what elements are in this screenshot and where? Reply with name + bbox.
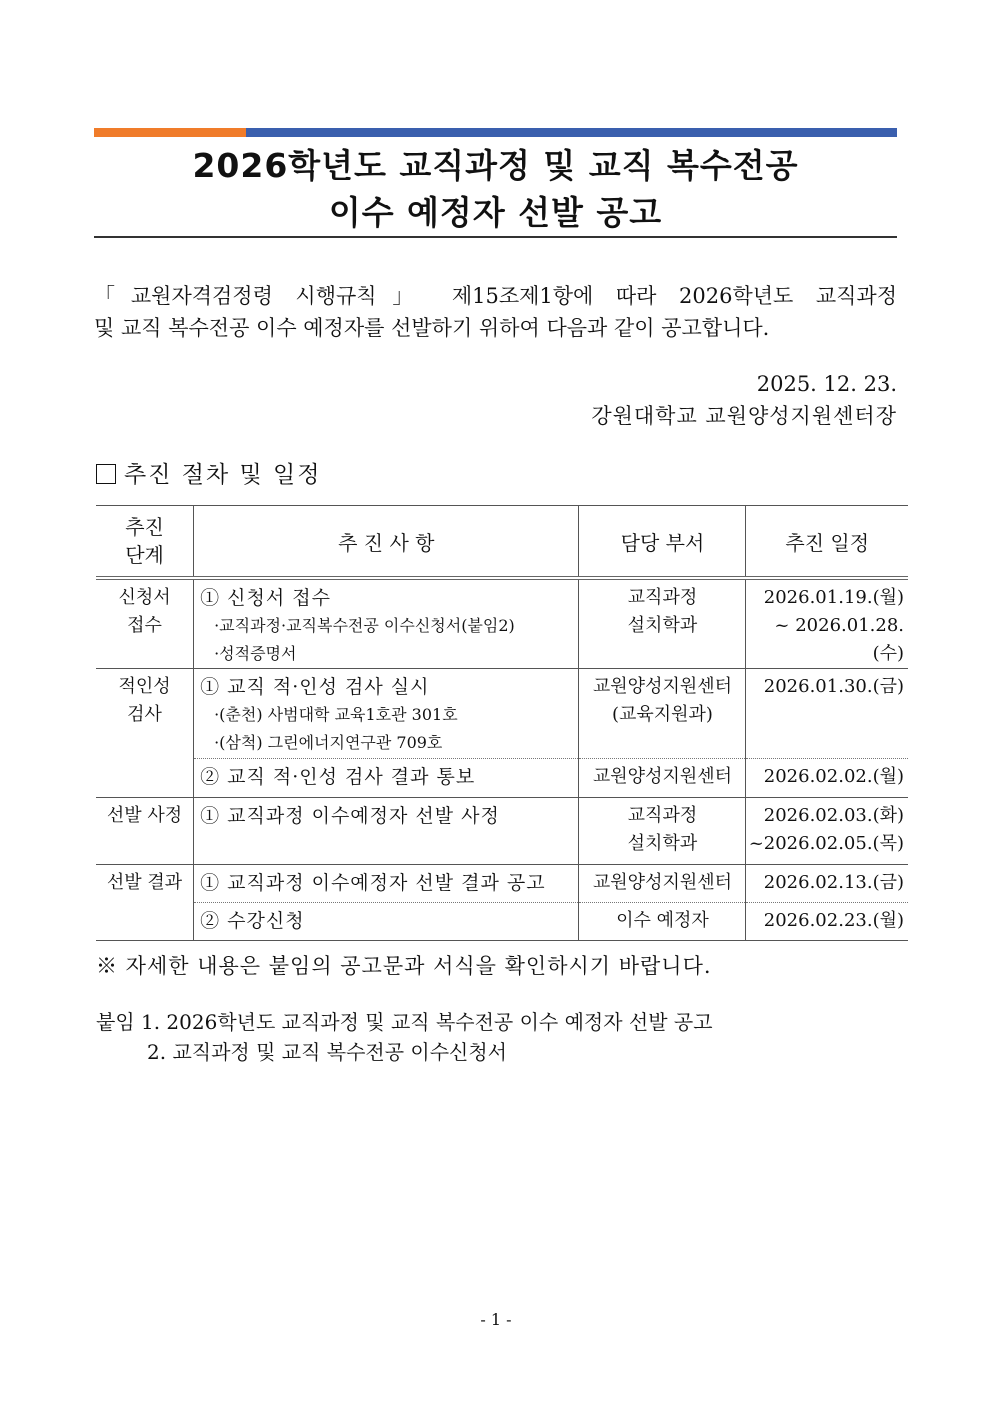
item-cell: ① 교직과정 이수예정자 선발 결과 공고 (194, 865, 579, 903)
date-cell: 2026.01.30.(금) (746, 669, 908, 759)
header-item: 추 진 사 항 (194, 506, 579, 579)
title-bar-orange (94, 128, 246, 137)
date-cell: 2026.01.19.(월) ~ 2026.01.28.(수) (746, 578, 908, 669)
item-cell: ① 교직 적·인성 검사 실시 ·(춘천) 사범대학 교육1호관 301호 ·(삼척) 그린에너지연구관 709호 (194, 669, 579, 759)
header-dept: 담당 부서 (579, 506, 746, 579)
table-row (96, 759, 908, 798)
dept-cell: 교원양성지원센터 (579, 865, 746, 903)
date-cell: 2026.02.13.(금) (746, 865, 908, 903)
section-title: 추진 절차 및 일정 (124, 462, 322, 488)
step-cell: 적인성 검사 (96, 669, 194, 798)
attachments (96, 1007, 713, 1067)
table-row (96, 865, 908, 903)
section-heading (96, 458, 321, 492)
item-cell: ② 수강신청 (194, 903, 579, 941)
note-text: ※ 자세한 내용은 붙임의 공고문과 서식을 확인하시기 바랍니다. (96, 954, 712, 978)
dept-cell: 교원양성지원센터 (579, 759, 746, 798)
table-row (96, 903, 908, 941)
date-cell: 2026.02.03.(화) ~2026.02.05.(목) (746, 798, 908, 865)
attachment-2: 2. 교직과정 및 교직 복수전공 이수신청서 (147, 1040, 507, 1064)
dept-cell: 이수 예정자 (579, 903, 746, 941)
announcement-date: 2025. 12. 23. (756, 372, 897, 396)
issuer: 강원대학교 교원양성지원센터장 (591, 404, 897, 428)
page-title (94, 142, 897, 236)
title-color-bar (94, 128, 897, 137)
schedule-table (96, 505, 908, 941)
page-number: - 1 - (480, 1310, 512, 1329)
dept-cell: 교원양성지원센터 (교육지원과) (579, 669, 746, 759)
table-row (96, 669, 908, 759)
header-step: 추진 단계 (96, 506, 194, 579)
intro-line-2: 및 교직 복수전공 이수 예정자를 선발하기 위하여 다음과 같이 공고합니다. (94, 316, 770, 340)
intro-line-1: 「교원자격검정령 시행규칙」 제15조제1항에 따라 2026학년도 교직과정 (94, 284, 897, 308)
title-line-2: 이수 예정자 선발 공고 (328, 193, 663, 232)
dept-cell: 교직과정 설치학과 (579, 578, 746, 669)
table-row (96, 798, 908, 865)
step-cell: 선발 사정 (96, 798, 194, 865)
title-line-1: 2026학년도 교직과정 및 교직 복수전공 (192, 146, 799, 185)
item-cell: ② 교직 적·인성 검사 결과 통보 (194, 759, 579, 798)
checkbox-square-icon (96, 464, 116, 484)
step-cell: 선발 결과 (96, 865, 194, 941)
table-row (96, 578, 908, 669)
header-date: 추진 일정 (746, 506, 908, 579)
intro-paragraph (94, 280, 897, 344)
item-cell: ① 신청서 접수 ·교직과정·교직복수전공 이수신청서(붙임2) ·성적증명서 (194, 578, 579, 669)
table-header-row (96, 506, 908, 579)
title-bar-blue (246, 128, 897, 137)
date-cell: 2026.02.02.(월) (746, 759, 908, 798)
item-cell: ① 교직과정 이수예정자 선발 사정 (194, 798, 579, 865)
attachment-1: 붙임 1. 2026학년도 교직과정 및 교직 복수전공 이수 예정자 선발 공고 (96, 1010, 713, 1034)
title-underline (94, 236, 897, 238)
date-cell: 2026.02.23.(월) (746, 903, 908, 941)
step-cell: 신청서 접수 (96, 578, 194, 669)
dept-cell: 교직과정 설치학과 (579, 798, 746, 865)
